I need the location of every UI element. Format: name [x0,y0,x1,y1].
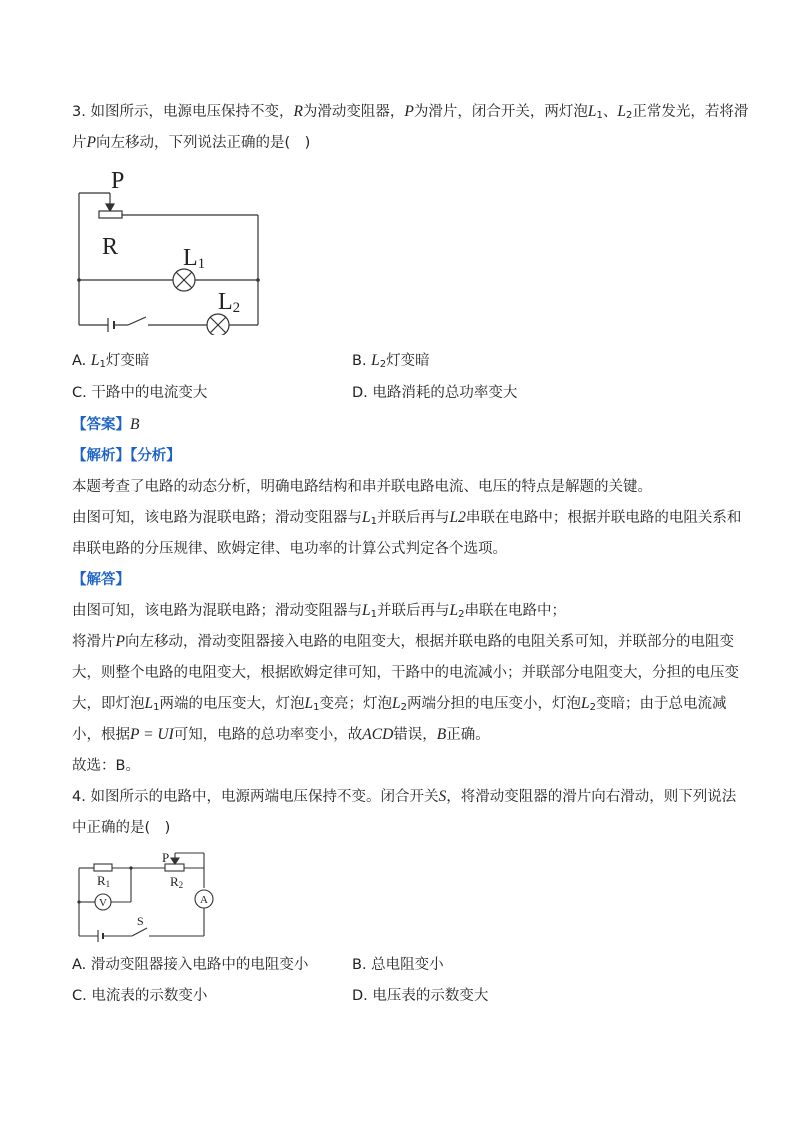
q3-analysis-label: 【解析】【分析】 [72,448,181,464]
q3-analysis-line2: 由图可知，该电路为混联电路；滑动变阻器与$L_1$并联后再与L2串联在电路中；根据并联电路的电阻关系和 [72,509,742,527]
q4-label-r2: R2 [170,874,184,890]
q4-label-p: P [162,850,170,865]
q4-voltmeter-label: V [99,897,107,909]
q4-switch-label: S [137,914,144,928]
q3-option-a: A. $L_1$灯变暗 [72,352,150,370]
q4-stem-line1: 4. 如图所示的电路中，电源两端电压保持不变。闭合开关S，将滑动变阻器的滑片向右滑动，则下列说法 [72,788,737,805]
q4-option-a: A. 滑动变阻器接入电路中的电阻变小 [72,957,309,973]
q3-stem-line2: 片P向左移动，下列说法正确的是( ) [72,134,311,151]
q3-solution-line4: 大，即灯泡$L_1$两端的电压变大，灯泡$L_1$变亮；灯泡$L_2$两端分担的电压变小，灯泡$L_2$变暗；由于总电流减 [72,695,727,713]
q3-analysis-line1: 本题考查了电路的动态分析，明确电路结构和串并联电路电流、电压的特点是解题的关键。 [72,479,652,495]
q3-choice: 故选：B。 [72,758,140,774]
q3-label-p: P [111,168,125,194]
q3-option-b: B. $L_2$灯变暗 [352,352,430,370]
q3-analysis-line3: 串联电路的分压规律、欧姆定律、电功率的计算公式判定各个选项。 [72,541,507,557]
q3-solution-line2: 将滑片P向左移动，滑动变阻器接入电路的电阻变大，根据并联电路的电阻关系可知，并联部分的电阻变 [72,633,734,650]
q3-answer: 【答案】B [72,416,140,433]
q3-solution-line1: 由图可知，该电路为混联电路；滑动变阻器与$L_1$并联后再与$L_2$串联在电路中； [72,602,566,620]
q3-stem-line1: 3. 如图所示，电源电压保持不变，R为滑动变阻器，P为滑片，闭合开关，两灯泡$L_1$、$L_2$正常发光，若将滑 [72,103,749,121]
q3-label-r: R [102,234,119,260]
q3-label-l2: L2 [218,289,241,316]
q4-option-c: C. 电流表的示数变小 [72,988,208,1004]
q4-circuit-diagram [70,848,220,944]
q4-option-b: B. 总电阻变小 [352,957,444,973]
q3-circuit-diagram [70,165,270,335]
q3-option-c: C. 干路中的电流变大 [72,385,208,401]
q3-solution-label: 【解答】 [72,572,130,588]
q3-option-d: D. 电路消耗的总功率变大 [352,385,518,401]
q4-ammeter-label: A [200,894,208,906]
q4-option-d: D. 电压表的示数变大 [352,988,489,1004]
q3-label-l1: L1 [183,245,206,272]
q4-label-r1: R1 [97,873,111,889]
q3-solution-line5: 小，根据P = UI可知，电路的总功率变小，故ACD错误，B正确。 [72,726,490,743]
q3-solution-line3: 大，则整个电路的电阻变大，根据欧姆定律可知，干路中的电流减小；并联部分电阻变大，分担的电压变 [72,665,739,681]
q4-stem-line2: 中正确的是( ) [72,820,171,836]
